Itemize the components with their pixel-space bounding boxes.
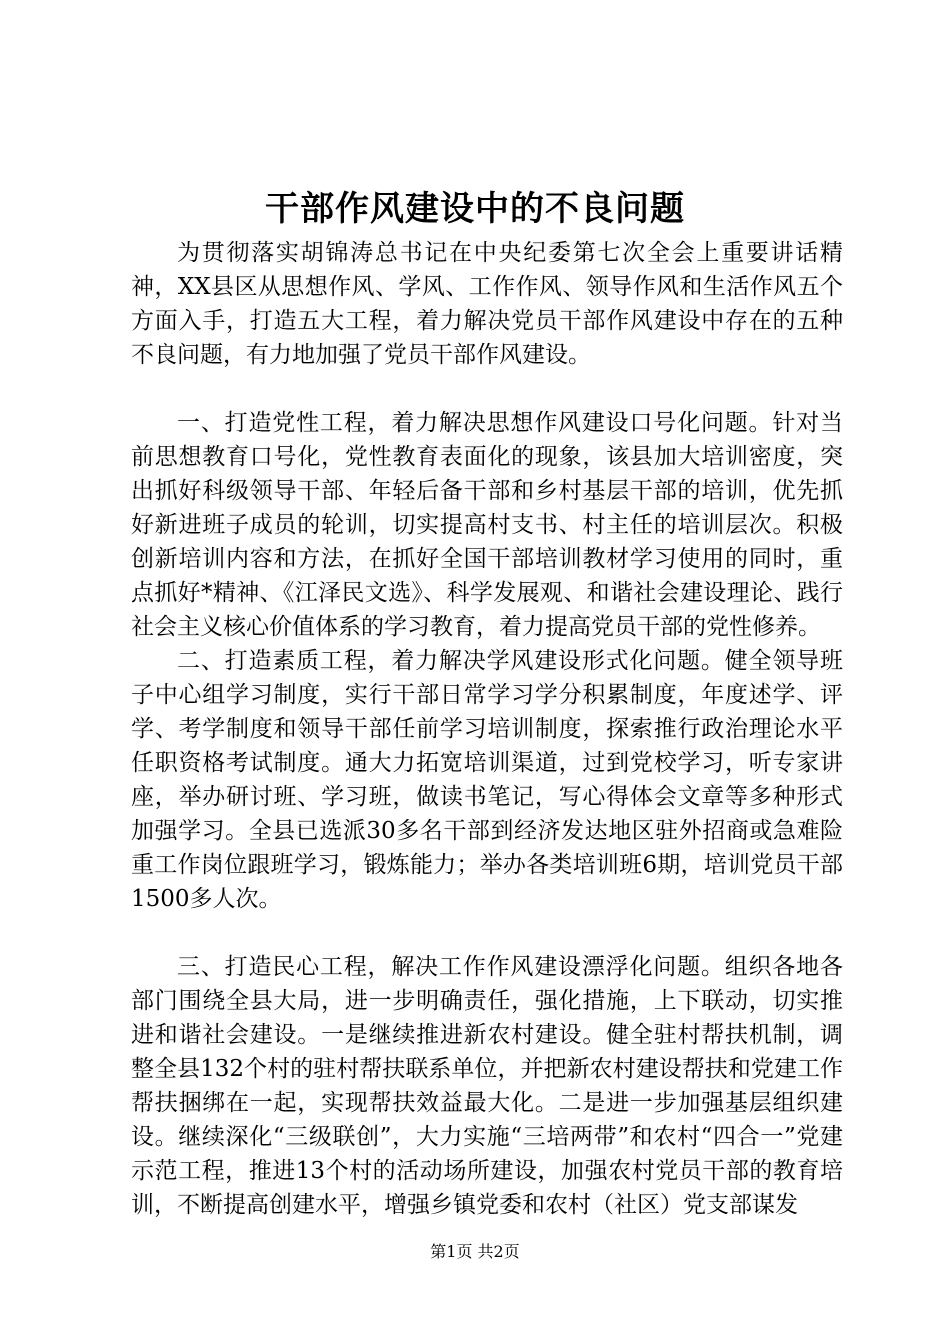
paragraph-spacer — [131, 916, 843, 950]
page-number-footer: 第1页 共2页 — [430, 1242, 520, 1261]
paragraph-spacer — [131, 372, 843, 406]
document-title: 干部作风建设中的不良问题 — [265, 189, 685, 229]
paragraph-section-3: 三、打造民心工程，解决工作作风建设漂浮化问题。组织各地各部门围绕全县大局，进一步明确责任，强化措施，上下联动，切实推进和谐社会建设。一是继续推进新农村建设。健全驻村帮扶机制，调整全县132个村的驻村帮扶联系单位，并把新农村建设帮扶和党建工作帮扶捆绑在一起，实现帮扶效益最大化。二是进一步加强基层组织建设。继续深化“三级联创”，大力实施“三培两带”和农村“四合一”党建示范工程，推进13个村的活动场所建设，加强农村党员干部的教育培训，不断提高创建水平，增强乡镇党委和农村（社区）党支部谋发 — [131, 954, 843, 1218]
paragraph-intro: 为贯彻落实胡锦涛总书记在中央纪委第七次全会上重要讲话精神，XX县区从思想作风、学风、工作作风、领导作风和生活作风五个方面入手，打造五大工程，着力解决党员干部作风建设中存在的五种不良问题，有力地加强了党员干部作风建设。 — [131, 240, 843, 368]
document-body — [131, 236, 843, 1222]
paragraph-section-2: 二、打造素质工程，着力解决学风建设形式化问题。健全领导班子中心组学习制度，实行干部日常学习学分积累制度，年度述学、评学、考学制度和领导干部任前学习培训制度，探索推行政治理论水平任职资格考试制度。通大力拓宽培训渠道，过到党校学习，听专家讲座，举办研讨班、学习班，做读书笔记，写心得体会文章等多种形式加强学习。全县已选派30多名干部到经济发达地区驻外招商或急难险重工作岗位跟班学习，锻炼能力；举办各类培训班6期，培训党员干部1500多人次。 — [131, 648, 843, 912]
paragraph-section-1: 一、打造党性工程，着力解决思想作风建设口号化问题。针对当前思想教育口号化，党性教育表面化的现象，该县加大培训密度，突出抓好科级领导干部、年轻后备干部和乡村基层干部的培训，优先抓好新进班子成员的轮训，切实提高村支书、村主任的培训层次。积极创新培训内容和方法，在抓好全国干部培训教材学习使用的同时，重点抓好*精神、《江泽民文选》、科学发展观、和谐社会建设理论、践行社会主义核心价值体系的学习教育，着力提高党员干部的党性修养。 — [131, 410, 843, 640]
